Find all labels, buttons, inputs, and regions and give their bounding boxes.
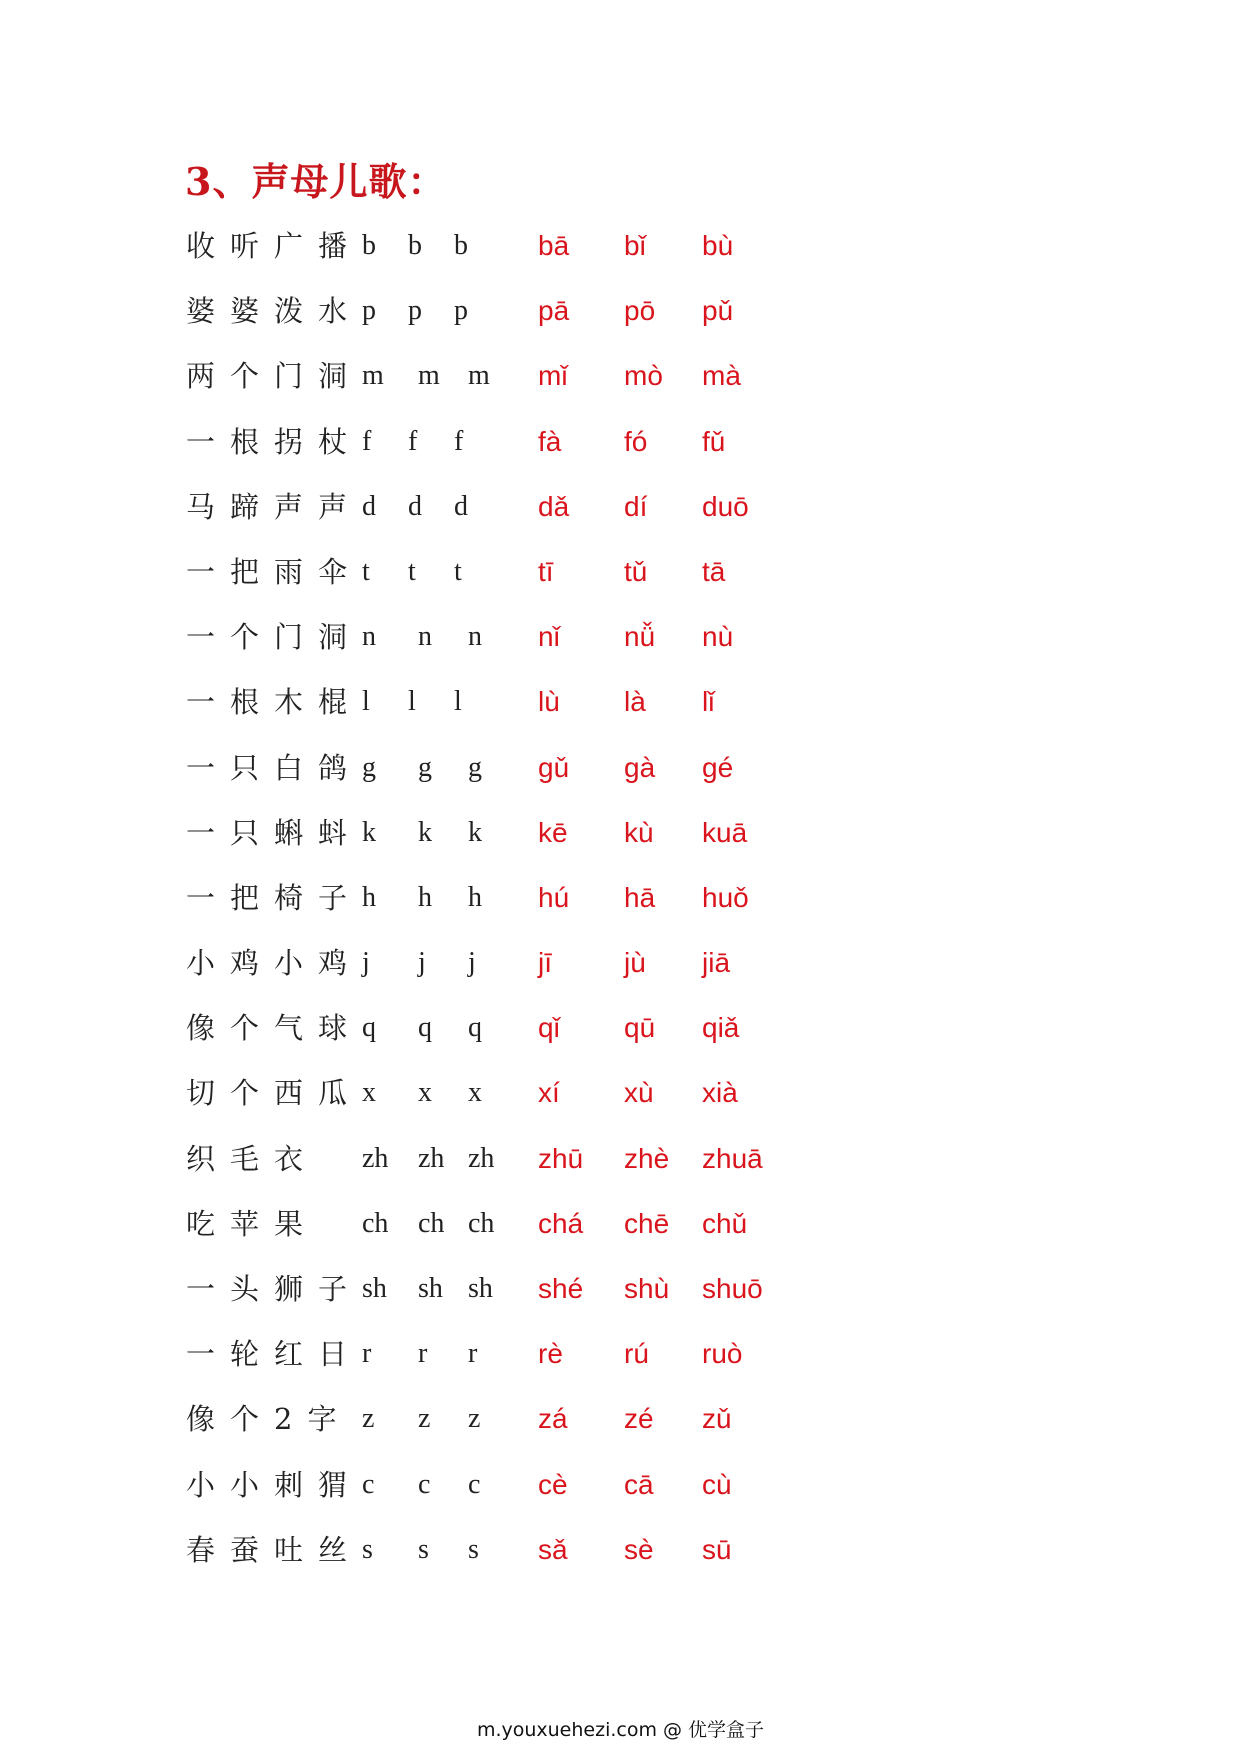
initial-letter: l: [408, 686, 416, 718]
rhyme-row: [0, 933, 1241, 998]
rhyme-row: [0, 803, 1241, 868]
pinyin-syllable: qiǎ: [702, 1012, 740, 1044]
initial-letter: f: [408, 425, 418, 457]
pinyin-syllable: xù: [624, 1077, 654, 1109]
rhyme-row: [0, 281, 1241, 346]
initial-letter: r: [418, 1338, 428, 1370]
pinyin-syllable: sè: [624, 1533, 654, 1565]
rhyme-row: [0, 412, 1241, 477]
initial-letter: f: [362, 425, 372, 457]
initial-letter: d: [362, 490, 376, 522]
pinyin-syllable: bù: [702, 230, 734, 261]
rhyme-phrase: 像个气球: [186, 1011, 363, 1046]
rhyme-row: [0, 672, 1241, 737]
rhyme-row: [0, 216, 1241, 281]
pinyin-syllable: qū: [624, 1012, 656, 1044]
rhyme-row: [0, 477, 1241, 542]
initial-letter: x: [468, 1077, 482, 1109]
initial-letter: x: [418, 1077, 432, 1109]
pinyin-syllable: chá: [538, 1207, 584, 1239]
rhyme-row: [0, 1129, 1241, 1194]
initial-letter: t: [362, 555, 370, 587]
initial-letter: s: [362, 1533, 373, 1565]
pinyin-syllable: shé: [538, 1273, 584, 1304]
rhyme-phrase: 小鸡小鸡: [186, 946, 363, 981]
initial-letter: l: [454, 686, 462, 718]
rhyme-phrase: 像个2字: [186, 1402, 352, 1437]
pinyin-syllable: jī: [538, 947, 552, 979]
initial-letter: d: [454, 490, 468, 522]
pinyin-syllable: cè: [538, 1468, 568, 1500]
pinyin-syllable: rè: [538, 1338, 563, 1370]
initial-letter: zh: [362, 1142, 389, 1174]
initial-letter: q: [418, 1012, 432, 1044]
pinyin-syllable: chē: [624, 1207, 670, 1239]
initial-letter: ch: [418, 1207, 445, 1239]
rhyme-row: [0, 868, 1241, 933]
initial-letter: zh: [468, 1142, 495, 1174]
pinyin-syllable: zé: [624, 1403, 654, 1435]
initial-letter: j: [468, 947, 476, 979]
rhyme-row: [0, 1324, 1241, 1389]
initial-letter: h: [362, 881, 376, 913]
page-title: 3、声母儿歌：: [185, 159, 447, 204]
initial-letter: d: [408, 490, 422, 522]
initial-letter: c: [418, 1468, 431, 1500]
pinyin-syllable: gà: [624, 751, 656, 783]
initial-letter: q: [362, 1012, 376, 1044]
rhyme-phrase: 一根拐杖: [186, 424, 363, 459]
pinyin-syllable: mà: [702, 360, 741, 392]
pinyin-syllable: xí: [538, 1077, 560, 1109]
initial-letter: j: [418, 947, 426, 979]
initial-letter: zh: [418, 1142, 445, 1174]
initial-letter: t: [454, 555, 462, 587]
pinyin-syllable: mò: [624, 360, 663, 392]
rhyme-phrase: 马蹄声声: [186, 489, 363, 524]
initial-letter: p: [408, 295, 422, 327]
pinyin-syllable: cù: [702, 1468, 732, 1500]
rhyme-phrase: 一把椅子: [186, 880, 363, 915]
initial-letter: ch: [362, 1207, 389, 1239]
rhyme-row: [0, 1455, 1241, 1520]
pinyin-syllable: qǐ: [538, 1012, 560, 1044]
pinyin-syllable: nù: [702, 621, 734, 653]
pinyin-syllable: pā: [538, 295, 570, 327]
pinyin-syllable: tǔ: [624, 555, 648, 587]
initial-letter: k: [362, 816, 376, 848]
rhyme-row: [0, 1194, 1241, 1259]
initial-letter: f: [454, 425, 464, 457]
pinyin-syllable: cā: [624, 1468, 654, 1500]
rhyme-row: [0, 346, 1241, 411]
pinyin-syllable: sū: [702, 1533, 732, 1565]
initial-letter: n: [362, 621, 376, 653]
initial-letter: b: [454, 230, 468, 261]
pinyin-syllable: dí: [624, 490, 648, 522]
initial-letter: s: [468, 1533, 479, 1565]
initial-letter: sh: [362, 1273, 387, 1304]
rhyme-phrase: 春蚕吐丝: [186, 1532, 363, 1567]
pinyin-syllable: fǔ: [702, 425, 726, 457]
rhyme-row: [0, 998, 1241, 1063]
initial-letter: t: [408, 555, 416, 587]
rhyme-phrase: 两个门洞: [186, 359, 363, 394]
pinyin-syllable: fó: [624, 425, 648, 457]
pinyin-syllable: nǚ: [624, 621, 656, 653]
initial-letter: z: [418, 1403, 431, 1435]
initial-letter: sh: [418, 1273, 443, 1304]
initial-letter: p: [362, 295, 376, 327]
initial-letter: m: [362, 360, 384, 392]
initial-letter: p: [454, 295, 468, 327]
rhyme-row: [0, 1259, 1241, 1324]
pinyin-syllable: hā: [624, 881, 656, 913]
initial-letter: k: [418, 816, 432, 848]
initial-letter: k: [468, 816, 482, 848]
initial-letter: z: [468, 1403, 481, 1435]
rhyme-row: [0, 1520, 1241, 1585]
pinyin-syllable: hú: [538, 881, 570, 913]
rhyme-phrase: 一只蝌蚪: [186, 815, 363, 850]
initial-letter: g: [418, 751, 432, 783]
pinyin-syllable: lǐ: [702, 686, 715, 718]
rhyme-phrase: 一头狮子: [186, 1272, 363, 1306]
rhyme-phrase: 婆婆泼水: [186, 294, 363, 329]
pinyin-syllable: kē: [538, 816, 568, 848]
rhyme-phrase: 小小刺猬: [186, 1467, 363, 1502]
pinyin-syllable: ruò: [702, 1338, 743, 1370]
rhyme-phrase: 一把雨伞: [186, 554, 363, 589]
pinyin-syllable: bǐ: [624, 230, 646, 261]
pinyin-syllable: dǎ: [538, 490, 570, 522]
initial-letter: h: [418, 881, 432, 913]
initial-letter: j: [362, 947, 370, 979]
initial-letter: s: [418, 1533, 429, 1565]
rhyme-list: [0, 216, 1241, 1585]
rhyme-phrase: 一个门洞: [186, 620, 363, 655]
initial-letter: m: [468, 360, 490, 392]
pinyin-syllable: pō: [624, 295, 656, 327]
pinyin-syllable: jiā: [702, 947, 731, 979]
pinyin-syllable: tā: [702, 555, 726, 587]
rhyme-phrase: 一轮红日: [186, 1337, 363, 1372]
pinyin-syllable: mǐ: [538, 360, 568, 392]
initial-letter: z: [362, 1403, 375, 1435]
pinyin-syllable: zhè: [624, 1142, 670, 1174]
rhyme-phrase: 收听广播: [186, 229, 363, 263]
rhyme-row: [0, 542, 1241, 607]
initial-letter: c: [362, 1468, 375, 1500]
pinyin-syllable: jù: [624, 947, 646, 979]
pinyin-syllable: gé: [702, 751, 734, 783]
pinyin-syllable: zhū: [538, 1142, 584, 1174]
initial-letter: ch: [468, 1207, 495, 1239]
pinyin-syllable: zhuā: [702, 1142, 763, 1174]
rhyme-phrase: 切个西瓜: [186, 1076, 363, 1111]
pinyin-syllable: kuā: [702, 816, 748, 848]
pinyin-syllable: là: [624, 686, 646, 718]
rhyme-phrase: 一根木棍: [186, 685, 363, 720]
initial-letter: m: [418, 360, 440, 392]
pinyin-syllable: lù: [538, 686, 560, 718]
pinyin-syllable: shuō: [702, 1273, 763, 1304]
initial-letter: r: [468, 1338, 478, 1370]
footer-watermark: m.youxuehezi.com @ 优学盒子: [476, 1719, 765, 1741]
initial-letter: g: [362, 751, 376, 783]
rhyme-phrase: 吃苹果: [186, 1206, 319, 1241]
pinyin-syllable: fà: [538, 425, 562, 457]
initial-letter: h: [468, 881, 482, 913]
rhyme-row: [0, 738, 1241, 803]
initial-letter: l: [362, 686, 370, 718]
initial-letter: q: [468, 1012, 482, 1044]
pinyin-syllable: xià: [702, 1077, 738, 1109]
initial-letter: n: [468, 621, 482, 653]
initial-letter: c: [468, 1468, 481, 1500]
initial-letter: n: [418, 621, 432, 653]
rhyme-phrase: 织毛衣: [186, 1141, 319, 1176]
initial-letter: b: [408, 230, 422, 261]
initial-letter: g: [468, 751, 482, 783]
initial-letter: sh: [468, 1273, 493, 1304]
pinyin-syllable: tī: [538, 555, 554, 587]
rhyme-phrase: 一只白鸽: [186, 750, 363, 785]
pinyin-syllable: nǐ: [538, 621, 560, 653]
pinyin-syllable: gǔ: [538, 751, 570, 783]
rhyme-row: [0, 1389, 1241, 1454]
pinyin-syllable: pǔ: [702, 295, 734, 327]
pinyin-syllable: chǔ: [702, 1207, 748, 1239]
rhyme-row: [0, 607, 1241, 672]
pinyin-syllable: zǔ: [702, 1403, 732, 1435]
initial-letter: b: [362, 230, 376, 261]
pinyin-syllable: kù: [624, 816, 654, 848]
pinyin-syllable: zá: [538, 1403, 568, 1435]
initial-letter: r: [362, 1338, 372, 1370]
rhyme-row: [0, 1063, 1241, 1128]
pinyin-syllable: rú: [624, 1338, 649, 1370]
pinyin-syllable: bā: [538, 230, 570, 261]
pinyin-syllable: shù: [624, 1273, 670, 1304]
pinyin-syllable: huǒ: [702, 881, 749, 913]
pinyin-syllable: duō: [702, 490, 749, 522]
pinyin-syllable: sǎ: [538, 1533, 568, 1565]
initial-letter: x: [362, 1077, 376, 1109]
